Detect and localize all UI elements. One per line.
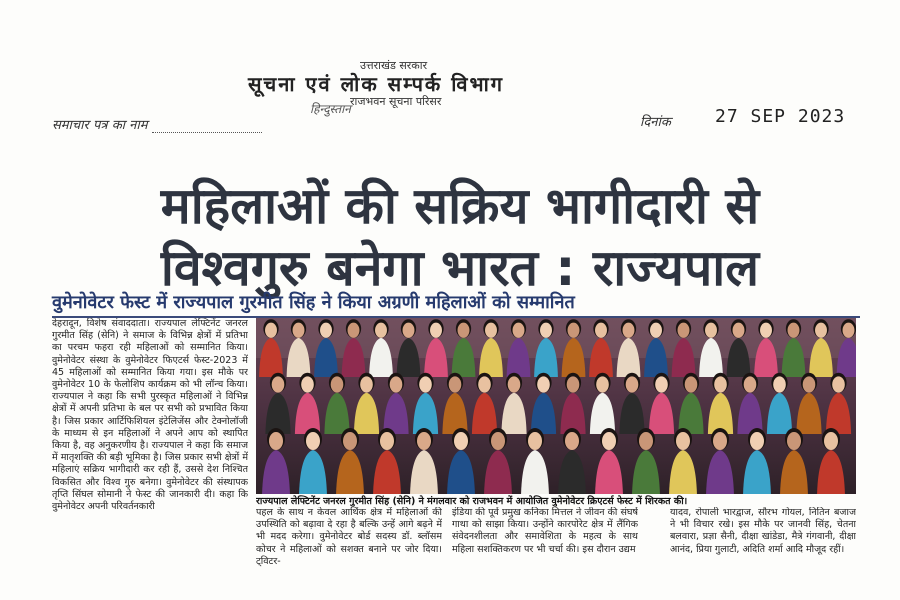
article-column-4: यादव, रोपाली भारद्वाज, सौरभ गोयल, नितिन बजाज ने भी विचार रखे। इस मौके पर जानवी सिंह, चेतना बलवारा, प्रज्ञा सैनी, दीक्षा खांडेडा, मैत्रे गंगवानी, दीक्षा आनंद, प्रिया गुलाटी, अदिति शर्मा आदि मौजूद रहीं।	[670, 507, 856, 555]
newspaper-label: समाचार पत्र का नाम	[52, 118, 148, 133]
office-name: राजभवन सूचना परिसर	[350, 95, 442, 108]
department-name: सूचना एवं लोक सम्पर्क विभाग	[248, 72, 505, 96]
blank-line	[152, 132, 262, 133]
subheadline: वुमेनोवेटर फेस्ट में राज्यपाल गुरमीत सिंह ने किया अग्रणी महिलाओं को सम्मानित	[52, 292, 860, 318]
newspaper-label-row	[52, 115, 262, 133]
newspaper-name: हिन्दुस्तान	[310, 102, 351, 116]
photo-caption: राज्यपाल लेफ्टिनेंट जनरल गुरमीत सिंह (सेनि) ने मंगलवार को राजभवन में आयोजित वुमेनोवेटर क्रिएटर्स फेस्ट में शिरकत की।	[256, 496, 688, 507]
date-stamp: 27 SEP 2023	[715, 106, 846, 127]
article-column-2: पहल के साथ न केवल आर्थिक क्षेत्र में महिलाओं की उपस्थिति को बढ़ावा दे रहा है बल्कि उन्हें आगे बढ़ने में भी मदद करेगा। वुमेनोवेटर बोर्ड सदस्य डॉ. ब्लॉसम कोचर ने महिलाओं को सशक्त बनाने पर जोर दिया। ट्विटर-	[256, 507, 442, 567]
headline-line-1: महिलाओं की सक्रिय भागीदारी से	[160, 177, 760, 235]
event-group-photo	[256, 318, 856, 494]
date-label: दिनांक	[640, 115, 671, 130]
article-column-1: देहरादून, विशेष संवाददाता। राज्यपाल लेफ्टिनेंट जनरल गुरमीत सिंह (सेनि) ने समाज के विभिन्न क्षेत्रों में प्रतिभा का परचम फहरा रही महिलाओं को सम्मानित किया। वुमेनोवेटर संस्था के वुमेनोवेटर फिएटर्स फेस्ट-2023 में 45 महिलाओं को सम्मानित किया गया। इस मौके पर वुमेनोवेटर 10 के फेलोशिप कार्यक्रम को भी लॉन्च किया। राज्यपाल ने कहा कि सभी पुरस्कृत महिलाओं ने विभिन्न क्षेत्रों में अपनी प्रतिभा के बल पर सभी को प्रभावित किया है। जिस प्रकार आर्टिफिशियल इंटेलिजेंस और टेक्नोलॉजी के माध्यम से इन महिलाओं ने अपने आप को स्थापित किया है, वह अनुकरणीय है। राज्यपाल ने कहा कि समाज में मातृशक्ति की बड़ी भूमिका है। जिस प्रकार सभी क्षेत्रों में महिलाएं सक्रिय भागीदारी कर रही हैं, उससे देश निश्चित विकसित और विश्व गुरु बनेगा। वुमेनोवेटर की संस्थापक तृप्ति सिंघल सोमानी ने फेस्ट की जानकारी दी। कहा कि वुमेनोवेटर अपनी परिवर्तनकारी	[52, 318, 248, 513]
photo-illustration	[256, 318, 856, 494]
state-government-label: उत्तराखंड सरकार	[360, 59, 428, 72]
article-column-3: इंडिया की पूर्व प्रमुख कनिका मित्तल ने जीवन की संघर्ष गाथा को साझा किया। उन्होंने कारपोरेट क्षेत्र में लैंगिक संवेदनशीलता और समावेशिता के महत्व के साथ महिला सशक्तिकरण पर भी चर्चा की। इस दौरान उद्यम	[452, 507, 638, 555]
headline-line-2: विश्वगुरु बनेगा भारत : राज्यपाल	[160, 239, 760, 297]
department-header	[0, 0, 900, 116]
